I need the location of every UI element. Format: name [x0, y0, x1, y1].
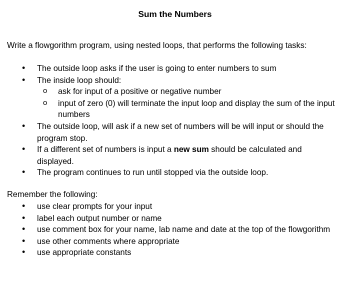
different-set-text-pre: If a different set of numbers is input a: [37, 145, 174, 155]
inside-loop-sublist: [37, 86, 338, 121]
document-title: Sum the Numbers: [138, 9, 212, 19]
task-item-continue: • The program continues to run until stopped via the outside loop.: [0, 167, 350, 179]
sublist-item-zero-terminates: o input of zero (0) will terminate the input loop and display the sum of the input numbers: [37, 98, 338, 121]
task-item-inside-loop: [0, 75, 350, 121]
remember-list: [0, 201, 350, 259]
remember-item-label-output: • label each output number or name: [0, 213, 350, 225]
different-set-text-post: should be calculated and displayed.: [37, 145, 302, 166]
task-item-outside-loop: • The outside loop asks if the user is going to enter numbers to sum: [0, 63, 350, 75]
remember-item-prompts: • use clear prompts for your input: [0, 201, 350, 213]
task-item-different-set: [0, 144, 350, 167]
different-set-bold: new sum: [173, 145, 209, 155]
task-item-new-set: • The outside loop, will ask if a new set of numbers will be will input or should the program stop.: [0, 121, 350, 144]
task-list: [0, 63, 350, 179]
sublist-item-ask-input: o ask for input of a positive or negative number: [37, 86, 338, 98]
remember-item-constants: • use appropriate constants: [0, 247, 350, 259]
remember-item-other-comments: • use other comments where appropriate: [0, 236, 350, 248]
task-item-inside-loop-label: The inside loop should:: [37, 75, 122, 85]
intro-paragraph: Write a flowgorithm program, using nested loops, that performs the following tasks:: [7, 41, 307, 50]
remember-item-comment-box: • use comment box for your name, lab name and date at the top of the flowgorithm: [0, 224, 350, 236]
remember-heading: Remember the following:: [7, 190, 98, 199]
